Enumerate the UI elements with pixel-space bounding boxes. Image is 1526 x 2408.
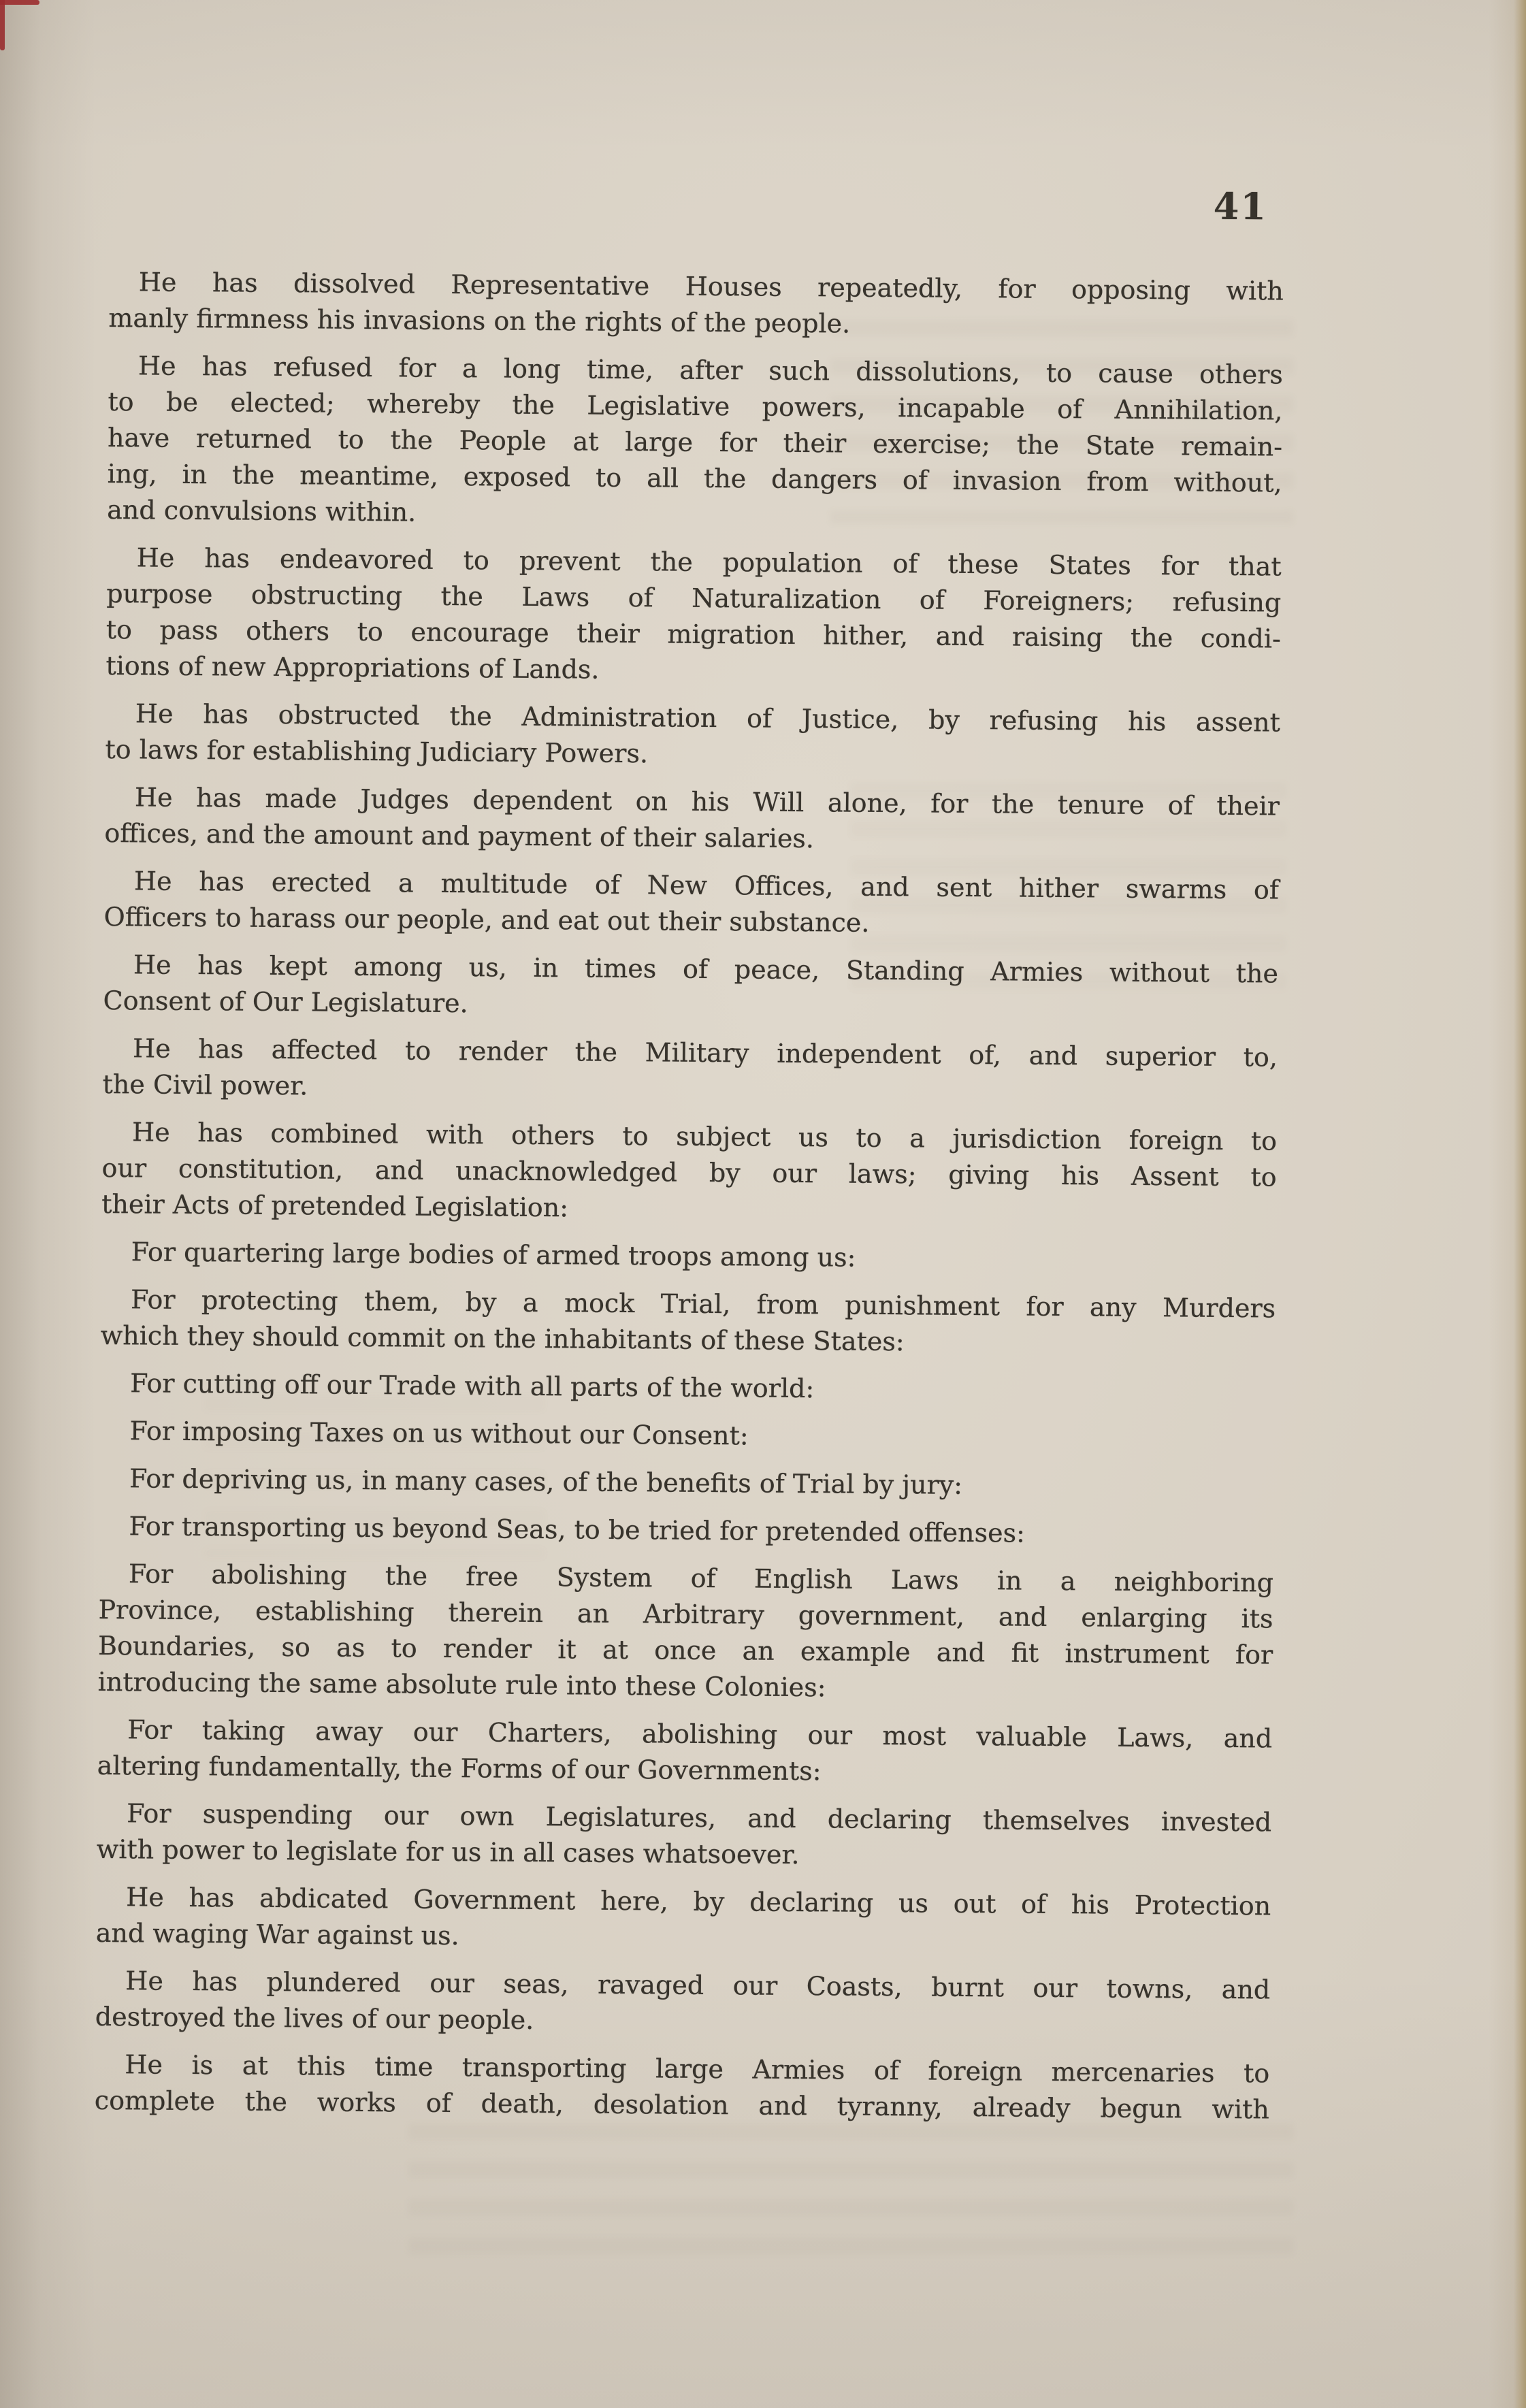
text-line: For imposing Taxes on us without our Consent: (129, 1416, 749, 1451)
text-line: Boundaries, so as to render it at once an example and fit instrument for (97, 1630, 1273, 1670)
text-line: Officers to harass our people, and eat out their substance. (103, 901, 870, 938)
text-line: He has obstructed the Administration of Justice, by refusing his assent (135, 698, 1281, 738)
text-line: For cutting off our Trade with all parts of the world: (130, 1368, 815, 1404)
text-line: He has refused for a long time, after such dissolutions, to cause others (137, 351, 1284, 390)
paragraph (103, 947, 1278, 1028)
text-line: For suspending our own Legislatures, and declaring themselves invested (127, 1798, 1272, 1838)
text-line: He has dissolved Representative Houses repeatedly, for opposing with (138, 267, 1284, 306)
text-line: offices, and the amount and payment of their salaries. (104, 817, 815, 854)
text-line: He has kept among us, in times of peace, Standing Armies without the (133, 949, 1279, 989)
paragraph (97, 1795, 1272, 1877)
text-line: He has abdicated Government here, by declaring us out of his Protection (126, 1882, 1271, 1921)
text-line: manly firmness his invasions on the rights of the people. (108, 302, 851, 339)
paragraph (99, 1413, 1274, 1459)
paragraph (100, 1365, 1275, 1411)
text-line: For quartering large bodies of armed troops among us: (131, 1237, 856, 1273)
text-line: their Acts of pretended Legislation: (101, 1188, 569, 1223)
text-line: He has plundered our seas, ravaged our Coasts, burnt our towns, and (125, 1966, 1271, 2005)
text-line: For abolishing the free System of English Laws in a neighboring (128, 1559, 1274, 1598)
text-line: to be elected; whereby the Legislative powers, incapable of Annihilation, (108, 386, 1283, 426)
text-line: complete the works of death, desolation and tyranny, already begun with (94, 2085, 1270, 2125)
text-line: Province, establishing therein an Arbitrary government, and enlarging its (98, 1594, 1273, 1634)
paragraph (102, 1030, 1278, 1112)
paragraph (101, 1114, 1277, 1232)
paragraph (99, 1508, 1273, 1554)
text-block (95, 264, 1284, 2139)
paragraph (108, 264, 1284, 346)
text-line: For protecting them, by a mock Trial, from punishment for any Murders (130, 1284, 1276, 1324)
text-line: introducing the same absolute rule into these Colonies: (97, 1666, 826, 1703)
text-line: He has combined with others to subject us to a jurisdiction foreign to (131, 1117, 1278, 1156)
text-line: He is at this time transporting large Armies of foreign mercenaries to (125, 2049, 1270, 2089)
paragraph (103, 863, 1279, 945)
paragraph (99, 1461, 1274, 1506)
text-line: He has endeavored to prevent the population of these States for that (136, 542, 1282, 582)
paragraph (104, 779, 1280, 861)
text-line: altering fundamentally, the Forms of our Governments: (97, 1750, 822, 1787)
paragraph (105, 696, 1280, 777)
paragraph (105, 540, 1282, 694)
text-line: with power to legislate for us in all cases whatsoever. (96, 1834, 800, 1870)
text-line: ing, in the meantime, exposed to all the dangers of invasion from without, (107, 458, 1282, 498)
paragraph (98, 1556, 1274, 1710)
page-number: 41 (1213, 184, 1268, 229)
text-line: For depriving us, in many cases, of the benefits of Trial by jury: (129, 1463, 963, 1500)
text-line: He has erected a multitude of New Offices, and sent hither swarms of (133, 866, 1280, 905)
text-line: He has made Judges dependent on his Will alone, for the tenure of their (134, 782, 1280, 821)
text-line: purpose obstructing the Laws of Naturalization of Foreigners; refusing (106, 578, 1282, 618)
paragraph (101, 1234, 1276, 1280)
text-line: For taking away our Charters, abolishing our most valuable Laws, and (127, 1714, 1273, 1754)
text-line: He has affected to render the Military independent of, and superior to, (132, 1033, 1278, 1073)
text-line: which they should commit on the inhabitants of these States: (100, 1320, 905, 1357)
text-line: Consent of Our Legislature. (103, 985, 468, 1019)
text-line: and waging War against us. (95, 1917, 459, 1951)
paragraph (95, 1963, 1271, 2045)
paragraph (96, 1879, 1271, 1961)
paragraph (107, 348, 1283, 538)
text-line: our constitution, and unacknowledged by our laws; giving his Assent to (101, 1152, 1277, 1192)
text-line: For transporting us beyond Seas, to be tried for pretended offenses: (129, 1511, 1026, 1548)
paragraph (101, 1282, 1276, 1363)
paragraph (95, 2047, 1270, 2128)
text-line: and convulsions within. (107, 494, 417, 527)
text-line: the Civil power. (102, 1069, 308, 1101)
text-line: to pass others to encourage their migration hither, and raising the condi- (105, 614, 1281, 654)
text-line: destroyed the lives of our people. (95, 2001, 534, 2035)
text-line: have returned to the People at large for their exercise; the State remain- (107, 422, 1283, 462)
paragraph (97, 1712, 1273, 1793)
text-line: to laws for establishing Judiciary Powers. (105, 734, 649, 769)
text-line: tions of new Appropriations of Lands. (105, 650, 600, 685)
